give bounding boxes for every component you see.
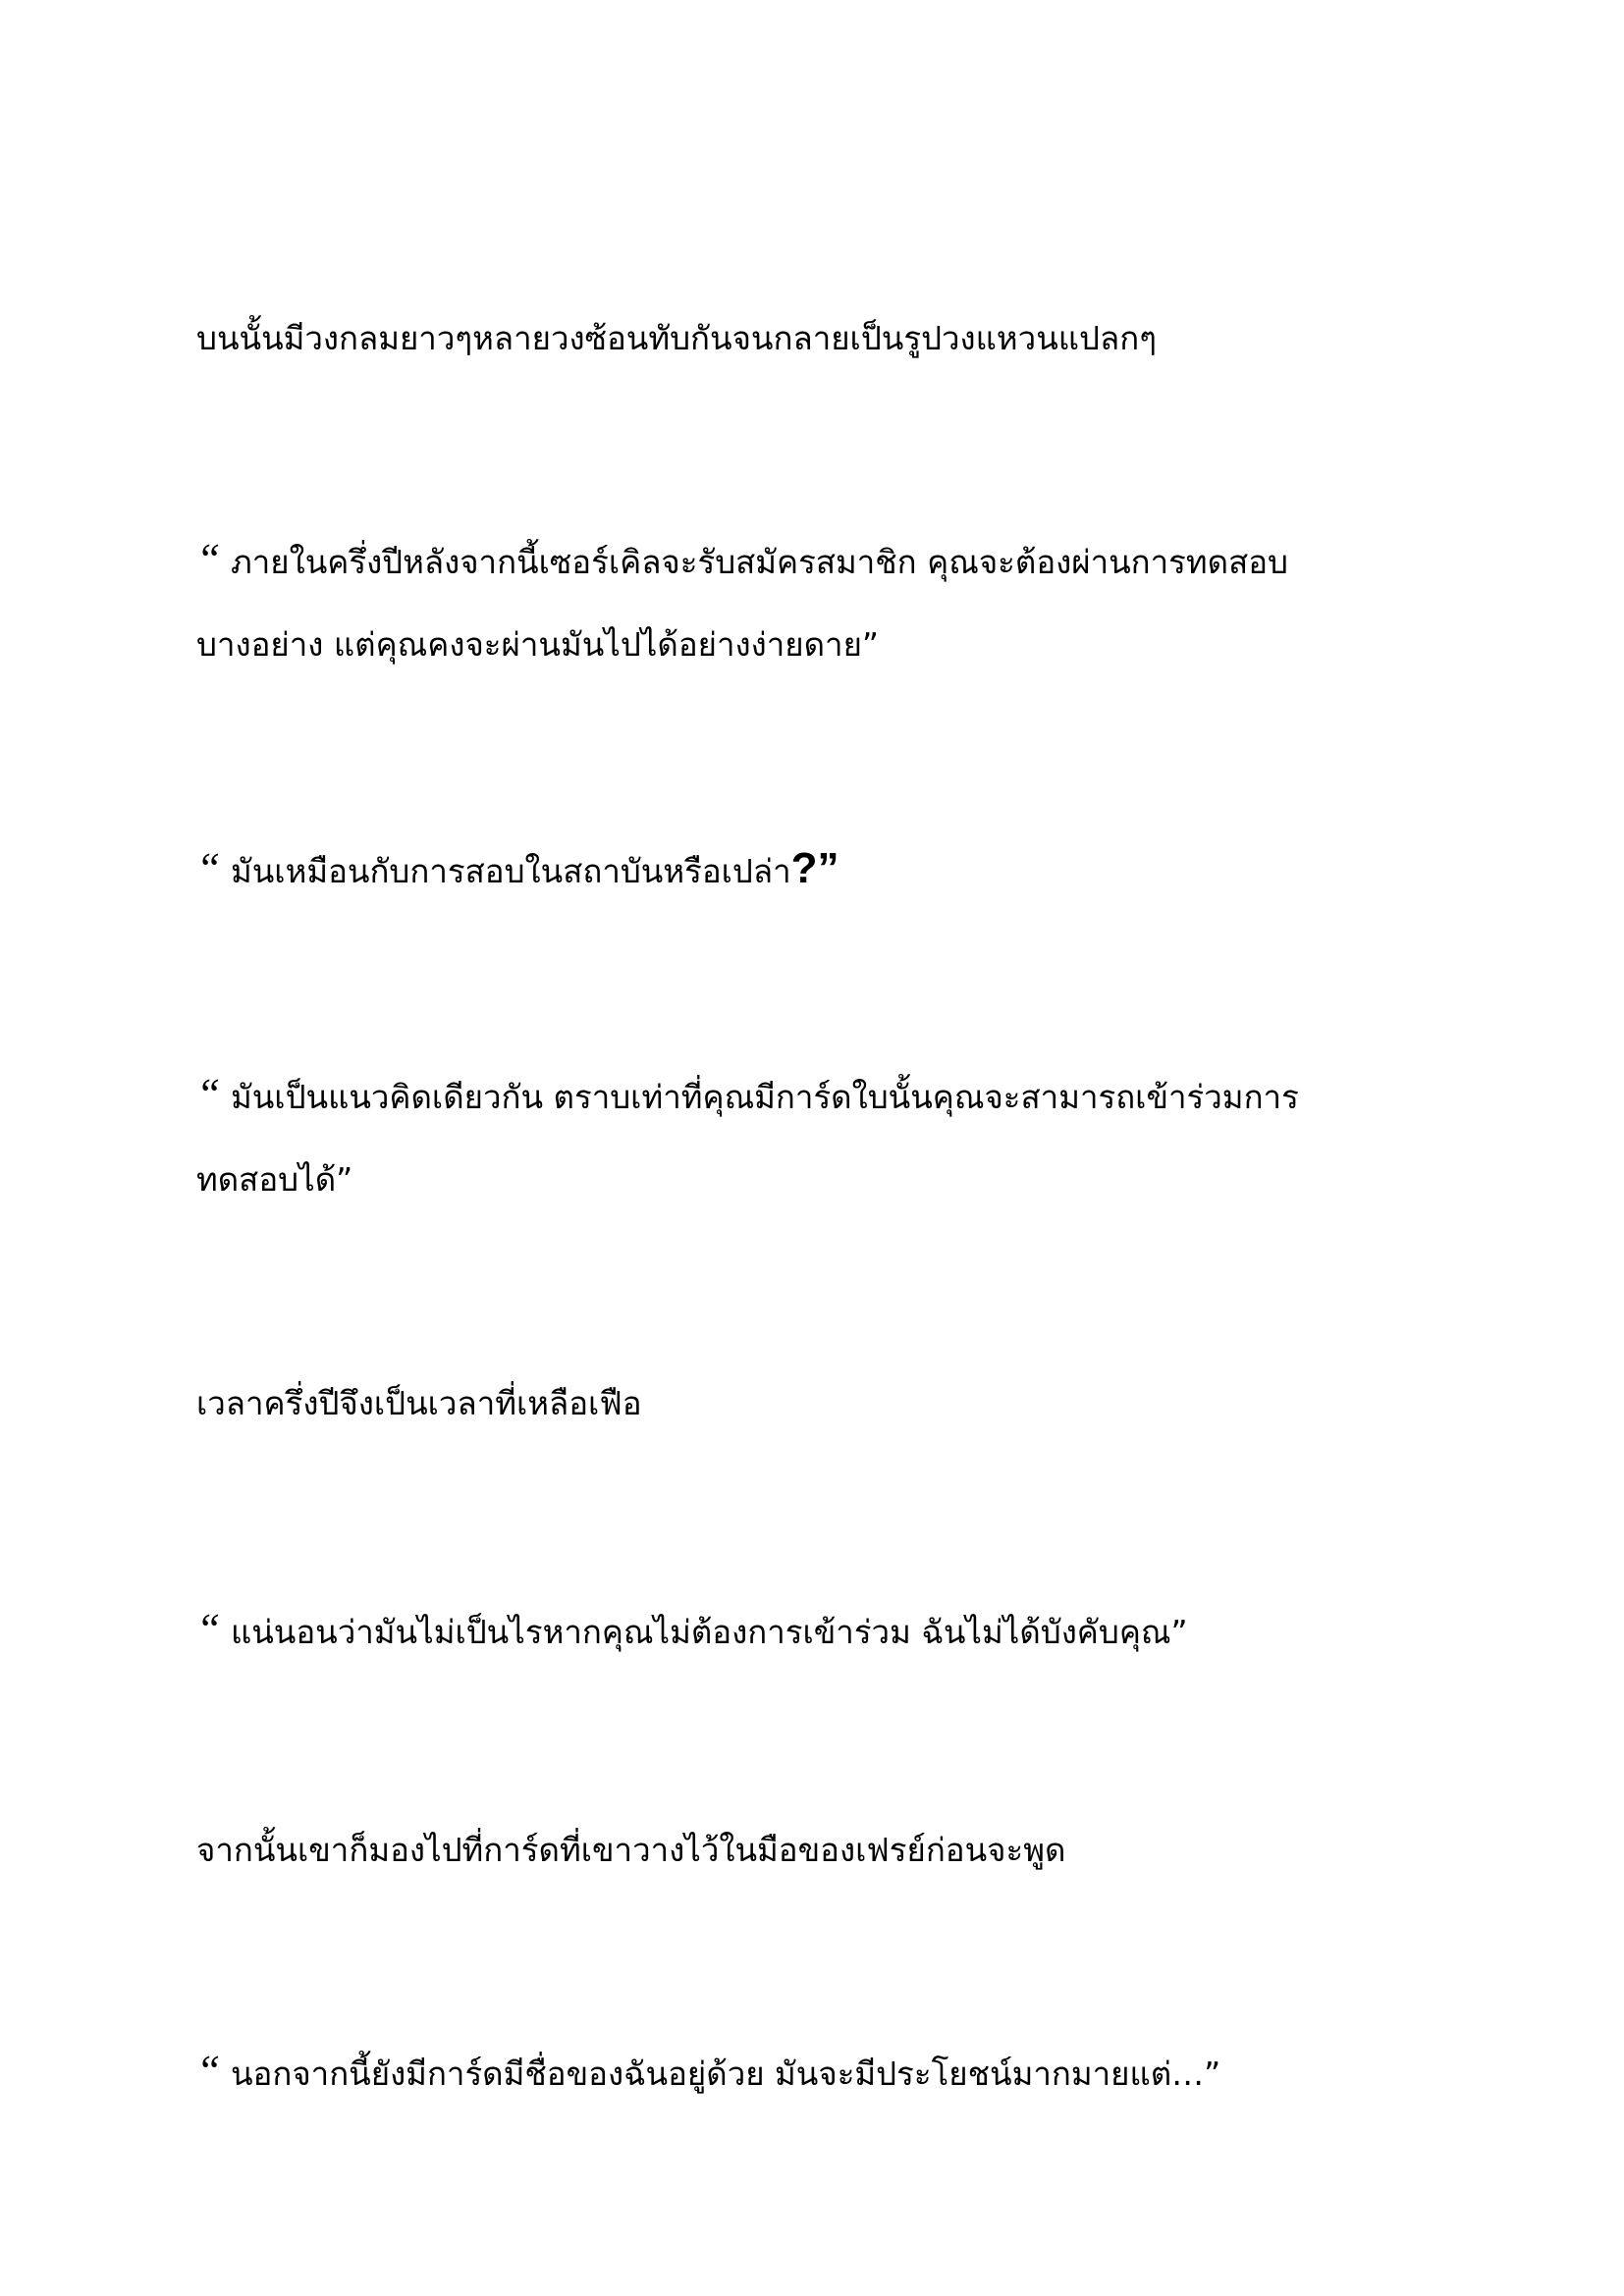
open-quote-mark: “ <box>196 535 221 583</box>
paragraph-8-text: นอกจากนี้ยังมีการ์ดมีชื่อของฉันอยู่ด้วย มันจะมีประโยชน์มากมายแต่…” <box>220 2055 1221 2093</box>
paragraph-6 <box>196 1605 1188 1653</box>
open-quote-mark: “ <box>196 1070 221 1118</box>
paragraph-3 <box>196 844 839 892</box>
paragraph-2-line-1 <box>196 535 1289 583</box>
paragraph-8 <box>196 2047 1221 2095</box>
paragraph-4-text-1: มันเป็นแนวคิดเดียวกัน ตราบเท่าที่คุณมีการ์ดใบนั้นคุณจะสามารถเข้าร่วมการ <box>220 1078 1299 1116</box>
paragraph-2-text-2: บางอย่าง แต่คุณคงจะผ่านมันไปได้อย่างง่ายดาย” <box>196 625 879 664</box>
paragraph-1-text: บนนั้นมีวงกลมยาวๆหลายวงซ้อนทับกันจนกลายเป็นรูปวงแหวนแปลกๆ <box>196 319 1157 357</box>
paragraph-4-line-1 <box>196 1070 1299 1118</box>
open-quote-mark: “ <box>196 2047 221 2095</box>
paragraph-2-line-2 <box>196 625 879 665</box>
paragraph-6-text: แน่นอนว่ามันไม่เป็นไรหากคุณไม่ต้องการเข้าร่วม ฉันไม่ได้บังคับคุณ” <box>220 1613 1188 1651</box>
paragraph-1 <box>196 319 1157 358</box>
paragraph-4-line-2 <box>196 1160 352 1200</box>
paragraph-4-text-2: ทดสอบได้” <box>196 1160 353 1199</box>
paragraph-3-tail: ?” <box>790 844 839 892</box>
open-quote-mark: “ <box>196 844 221 892</box>
paragraph-5 <box>196 1384 642 1423</box>
paragraph-7-text: จากนั้นเขาก็มองไปที่การ์ดที่เขาวางไว้ในมือของเฟรย์ก่อนจะพูด <box>196 1831 1066 1869</box>
open-quote-mark: “ <box>196 1605 221 1653</box>
paragraph-7 <box>196 1831 1065 1870</box>
paragraph-3-text: มันเหมือนกับการสอบในสถาบันหรือเปล่า <box>220 852 791 890</box>
paragraph-5-text: เวลาครึ่งปีจึงเป็นเวลาที่เหลือเฟือ <box>196 1384 642 1422</box>
paragraph-2-text-1: ภายในครึ่งปีหลังจากนี้เซอร์เคิลจะรับสมัครสมาชิก คุณจะต้องผ่านการทดสอบ <box>220 543 1289 581</box>
